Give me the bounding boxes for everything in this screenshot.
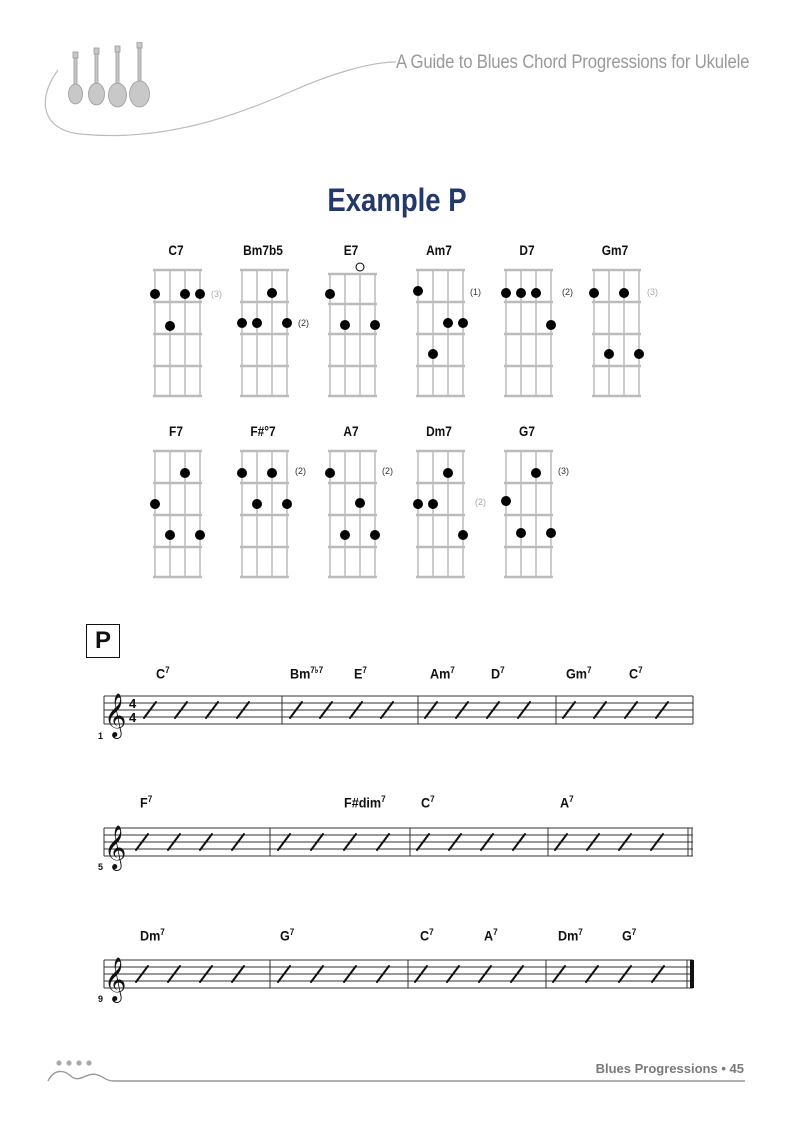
footer-section: Blues Progressions — [595, 1061, 718, 1076]
staff-lines — [100, 820, 696, 876]
svg-text:𝄞: 𝄞 — [104, 693, 127, 737]
fret-label: (2) — [298, 318, 309, 328]
staff-chord: F#dim$^7$ — [344, 794, 386, 811]
time-sig-bottom: 4 — [129, 710, 137, 725]
svg-text:𝄞: 𝄞 — [104, 957, 127, 1001]
staff-chord: $E^7$ — [354, 665, 367, 682]
staff-chord: Gm$^7$ — [566, 665, 592, 682]
footer-separator: • — [721, 1061, 726, 1076]
header-title: A Guide to Blues Chord Progressions for Ukulele — [396, 52, 750, 73]
staff-chord: Dm$^7$ — [558, 927, 583, 944]
chord-grid — [228, 264, 298, 404]
staff-chord: $Bm^{7♭7}$ — [290, 665, 324, 682]
chord-grid — [316, 264, 386, 404]
chord-grid — [404, 264, 474, 404]
staff-chord: $C^7$ — [421, 794, 435, 811]
chord-name: D7 — [519, 242, 535, 258]
measure-number: 1 — [98, 731, 104, 741]
fret-label: (2) — [295, 466, 306, 476]
fret-label: (2) — [562, 287, 573, 297]
chord-name: Gm7 — [601, 242, 629, 258]
chord-name: Am7 — [426, 242, 452, 258]
ukulele-icons — [62, 42, 162, 110]
fret-label: (2) — [382, 466, 393, 476]
measure-number: 5 — [98, 862, 104, 872]
chord-grid — [580, 264, 650, 404]
staff-chord: $D^7$ — [491, 665, 505, 682]
chord-name: C7 — [168, 242, 184, 258]
staff-chord: Am$^7$ — [430, 665, 455, 682]
chord-name: A7 — [343, 423, 359, 439]
chord-grid — [141, 445, 211, 585]
chord-grid — [141, 264, 211, 404]
staff-chord: $C^7$ — [629, 665, 643, 682]
staff-chord: Dm$^7$ — [140, 927, 165, 944]
staff-chord: $A^7$ — [484, 927, 498, 944]
staff-chord: $G^7$ — [622, 927, 637, 944]
svg-text:𝄞: 𝄞 — [104, 825, 127, 869]
staff-chord: $F^7$ — [140, 794, 153, 811]
chord-grid — [316, 445, 386, 585]
open-string-marker — [356, 263, 364, 271]
staff-chord: $A^7$ — [560, 794, 574, 811]
fret-label: (3) — [558, 466, 569, 476]
staff-chord: $C^7$ — [156, 665, 170, 682]
chord-grid — [404, 445, 474, 585]
chord-name: E7 — [343, 242, 359, 258]
chord-grid — [492, 264, 562, 404]
example-title: Example P — [327, 182, 467, 218]
fret-label: (3) — [211, 289, 222, 299]
staff-chord: $G^7$ — [280, 927, 295, 944]
chord-name: Dm7 — [426, 423, 452, 439]
staff-lines — [100, 952, 696, 1008]
chord-name: G7 — [519, 423, 535, 439]
page-number: 45 — [729, 1061, 744, 1076]
staff-lines — [100, 688, 696, 744]
fret-label: (3) — [647, 287, 658, 297]
chord-name: F#°7 — [250, 423, 276, 439]
footer — [596, 1061, 744, 1076]
section-letter-box: P — [86, 624, 120, 658]
chord-name: F7 — [169, 423, 183, 439]
chord-grid — [492, 445, 562, 585]
chord-grid — [228, 445, 298, 585]
staff-chord: $C^7$ — [420, 927, 434, 944]
chord-name: Bm7b5 — [243, 242, 283, 258]
fret-label: (2) — [475, 497, 486, 507]
measure-number: 9 — [98, 994, 104, 1004]
fret-label: (1) — [470, 287, 481, 297]
time-sig-top: 4 — [129, 696, 137, 711]
